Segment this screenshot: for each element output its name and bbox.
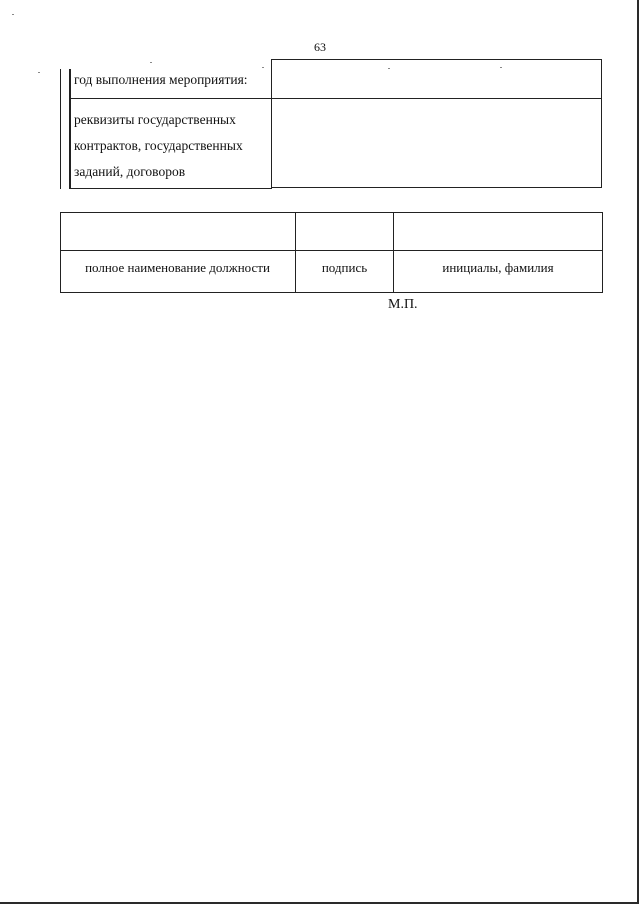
signature-column-divider-2	[393, 212, 394, 293]
scan-speck	[500, 67, 502, 68]
scan-speck	[150, 62, 152, 63]
signature-table-border-left	[60, 212, 61, 293]
position-caption: полное наименование должности	[85, 260, 270, 275]
scan-speck	[262, 67, 264, 68]
table-border-bottom	[272, 187, 602, 188]
signature-caption: подпись	[321, 260, 368, 275]
scan-speck	[38, 72, 40, 73]
signature-column-divider-1	[295, 212, 296, 293]
table-border-left-outer	[60, 69, 61, 189]
signature-table	[60, 212, 603, 294]
stamp-place-label: М.П.	[388, 297, 418, 312]
table-border-left-inner	[69, 69, 71, 189]
signature-table-top	[60, 212, 603, 213]
table-border-top	[272, 59, 602, 60]
scan-speck	[12, 14, 14, 15]
signature-table-bottom	[60, 292, 603, 293]
signature-line	[60, 250, 603, 251]
page-number: 63	[314, 40, 326, 54]
table-border-bottom-left	[70, 188, 272, 189]
signature-table-border-right	[602, 212, 603, 293]
scan-speck	[388, 68, 390, 69]
table-row-divider	[70, 98, 602, 99]
activity-info-table	[60, 59, 602, 189]
table-border-right	[601, 59, 602, 187]
name-caption: инициалы, фамилия	[442, 260, 554, 275]
table-column-divider	[271, 59, 272, 189]
contract-details-label: реквизиты государственных контрактов, государственных заданий, договоров	[74, 112, 243, 179]
year-of-activity-label: год выполнения мероприятия:	[74, 72, 248, 87]
